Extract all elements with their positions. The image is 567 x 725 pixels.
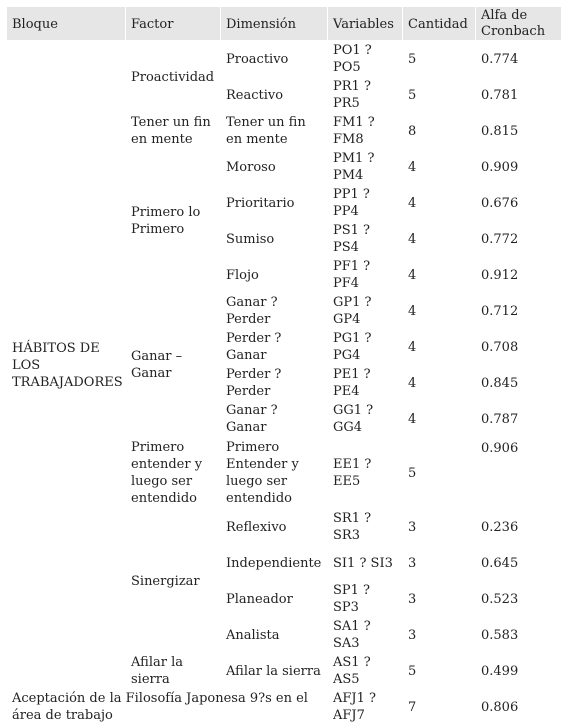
dimension-cell: Reflexivo: [226, 519, 287, 535]
alfa-cell: 0.499: [481, 663, 519, 679]
col-header-dimension: Dimensión: [221, 7, 327, 40]
alfa-cell: 0.676: [481, 195, 519, 211]
dimension-cell: Prioritario: [226, 195, 295, 211]
factor-cell: Primero lo Primero: [131, 205, 201, 237]
alfa-cell: 0.787: [481, 411, 519, 427]
dimension-cell: Independiente: [226, 555, 322, 571]
factor-cell: Ganar – Ganar: [131, 349, 183, 381]
dimension-cell: Ganar ? Perder: [226, 295, 278, 327]
alfa-cell: 0.774: [481, 51, 519, 67]
alfa-cell: 0.909: [481, 159, 519, 175]
dimension-cell: Ganar ? Ganar: [226, 403, 278, 435]
cantidad-cell: 5: [408, 663, 417, 679]
header-row: [7, 7, 561, 40]
cantidad-cell: 4: [408, 411, 417, 427]
variables-cell: SI1 ? SI3: [333, 555, 393, 571]
table-row: [7, 689, 561, 724]
variables-cell: PE1 ? PE4: [333, 367, 371, 399]
dimension-cell: Sumiso: [226, 231, 275, 247]
cantidad-cell: 3: [408, 591, 417, 607]
variables-cell: PM1 ? PM4: [333, 151, 375, 183]
alfa-cell: 0.781: [481, 87, 519, 103]
variables-cell: PP1 ? PP4: [333, 187, 370, 219]
cantidad-cell: 4: [408, 303, 417, 319]
block-cell: HÁBITOS DE LOS TRABAJADORES: [12, 340, 123, 390]
col-header-alfa: Alfa de Cronbach: [476, 7, 561, 40]
col-header-cantidad: Cantidad: [403, 7, 475, 40]
alfa-cell: 0.906: [481, 441, 519, 456]
col-header-variables: Variables: [328, 7, 402, 40]
variables-cell: SP1 ? SP3: [333, 583, 371, 615]
alfa-cell: 0.523: [481, 591, 519, 607]
cantidad-cell: 3: [408, 519, 417, 535]
block-cell-aceptacion: Aceptación de la Filosofía Japonesa 9?s en el área de trabajo: [12, 691, 308, 723]
variables-cell: AFJ1 ? AFJ7: [333, 691, 376, 723]
factor-cell: Afilar la sierra: [131, 655, 183, 687]
dimension-cell: Analista: [226, 627, 280, 643]
alfa-cell: 0.806: [481, 699, 519, 715]
table-row: [7, 41, 561, 76]
dimension-cell: Tener un fin en mente: [226, 115, 306, 147]
variables-cell: SR1 ? SR3: [333, 511, 372, 543]
cantidad-cell: 4: [408, 339, 417, 355]
alfa-cell: 0.583: [481, 627, 519, 643]
dimension-cell: Planeador: [226, 591, 293, 607]
cantidad-cell: 4: [408, 195, 417, 211]
factor-cell: Primero entender y luego ser entendido: [131, 440, 203, 506]
alfa-cell: 0.236: [481, 519, 519, 535]
variables-cell: SA1 ? SA3: [333, 619, 371, 651]
alfa-cell: 0.815: [481, 123, 519, 139]
cantidad-cell: 3: [408, 627, 417, 643]
col-header-bloque: Bloque: [7, 7, 125, 40]
cantidad-cell: 4: [408, 375, 417, 391]
dimension-cell: Afilar la sierra: [226, 663, 321, 679]
dimension-cell: Perder ? Perder: [226, 367, 282, 399]
dimension-cell: Reactivo: [226, 87, 284, 103]
dimension-cell: Moroso: [226, 159, 276, 175]
cantidad-cell: 5: [408, 87, 417, 103]
factor-cell: Tener un fin en mente: [131, 115, 211, 147]
cantidad-cell: 4: [408, 231, 417, 247]
variables-cell: PF1 ? PF4: [333, 259, 371, 291]
variables-cell: AS1 ? AS5: [333, 655, 371, 687]
alfa-cell: 0.912: [481, 267, 519, 283]
alfa-cell: 0.772: [481, 231, 519, 247]
cronbach-table: [6, 6, 562, 725]
variables-cell: PR1 ? PR5: [333, 79, 371, 111]
dimension-cell: Flojo: [226, 267, 259, 283]
variables-cell: PS1 ? PS4: [333, 223, 371, 255]
dimension-cell: Perder ? Ganar: [226, 331, 282, 363]
alfa-cell: 0.645: [481, 555, 519, 571]
cantidad-cell: 3: [408, 555, 417, 571]
variables-cell: PO1 ? PO5: [333, 43, 372, 75]
variables-cell: GG1 ? GG4: [333, 403, 374, 435]
variables-cell: PG1 ? PG4: [333, 331, 372, 363]
cantidad-cell: 4: [408, 159, 417, 175]
cantidad-cell: 8: [408, 123, 417, 139]
dimension-cell: Primero Entender y luego ser entendido: [226, 440, 299, 506]
dimension-cell: Proactivo: [226, 51, 289, 67]
alfa-cell: 0.712: [481, 303, 519, 319]
cantidad-cell: 7: [408, 699, 417, 715]
factor-cell: Proactividad: [131, 69, 215, 85]
cantidad-cell: 5: [408, 465, 417, 481]
alfa-cell: 0.845: [481, 375, 519, 391]
variables-cell: EE1 ? EE5: [333, 457, 372, 489]
alfa-cell: 0.708: [481, 339, 519, 355]
factor-cell: Sinergizar: [131, 573, 200, 589]
variables-cell: GP1 ? GP4: [333, 295, 372, 327]
cantidad-cell: 4: [408, 267, 417, 283]
cantidad-cell: 5: [408, 51, 417, 67]
variables-cell: FM1 ? FM8: [333, 115, 375, 147]
col-header-factor: Factor: [126, 7, 220, 40]
